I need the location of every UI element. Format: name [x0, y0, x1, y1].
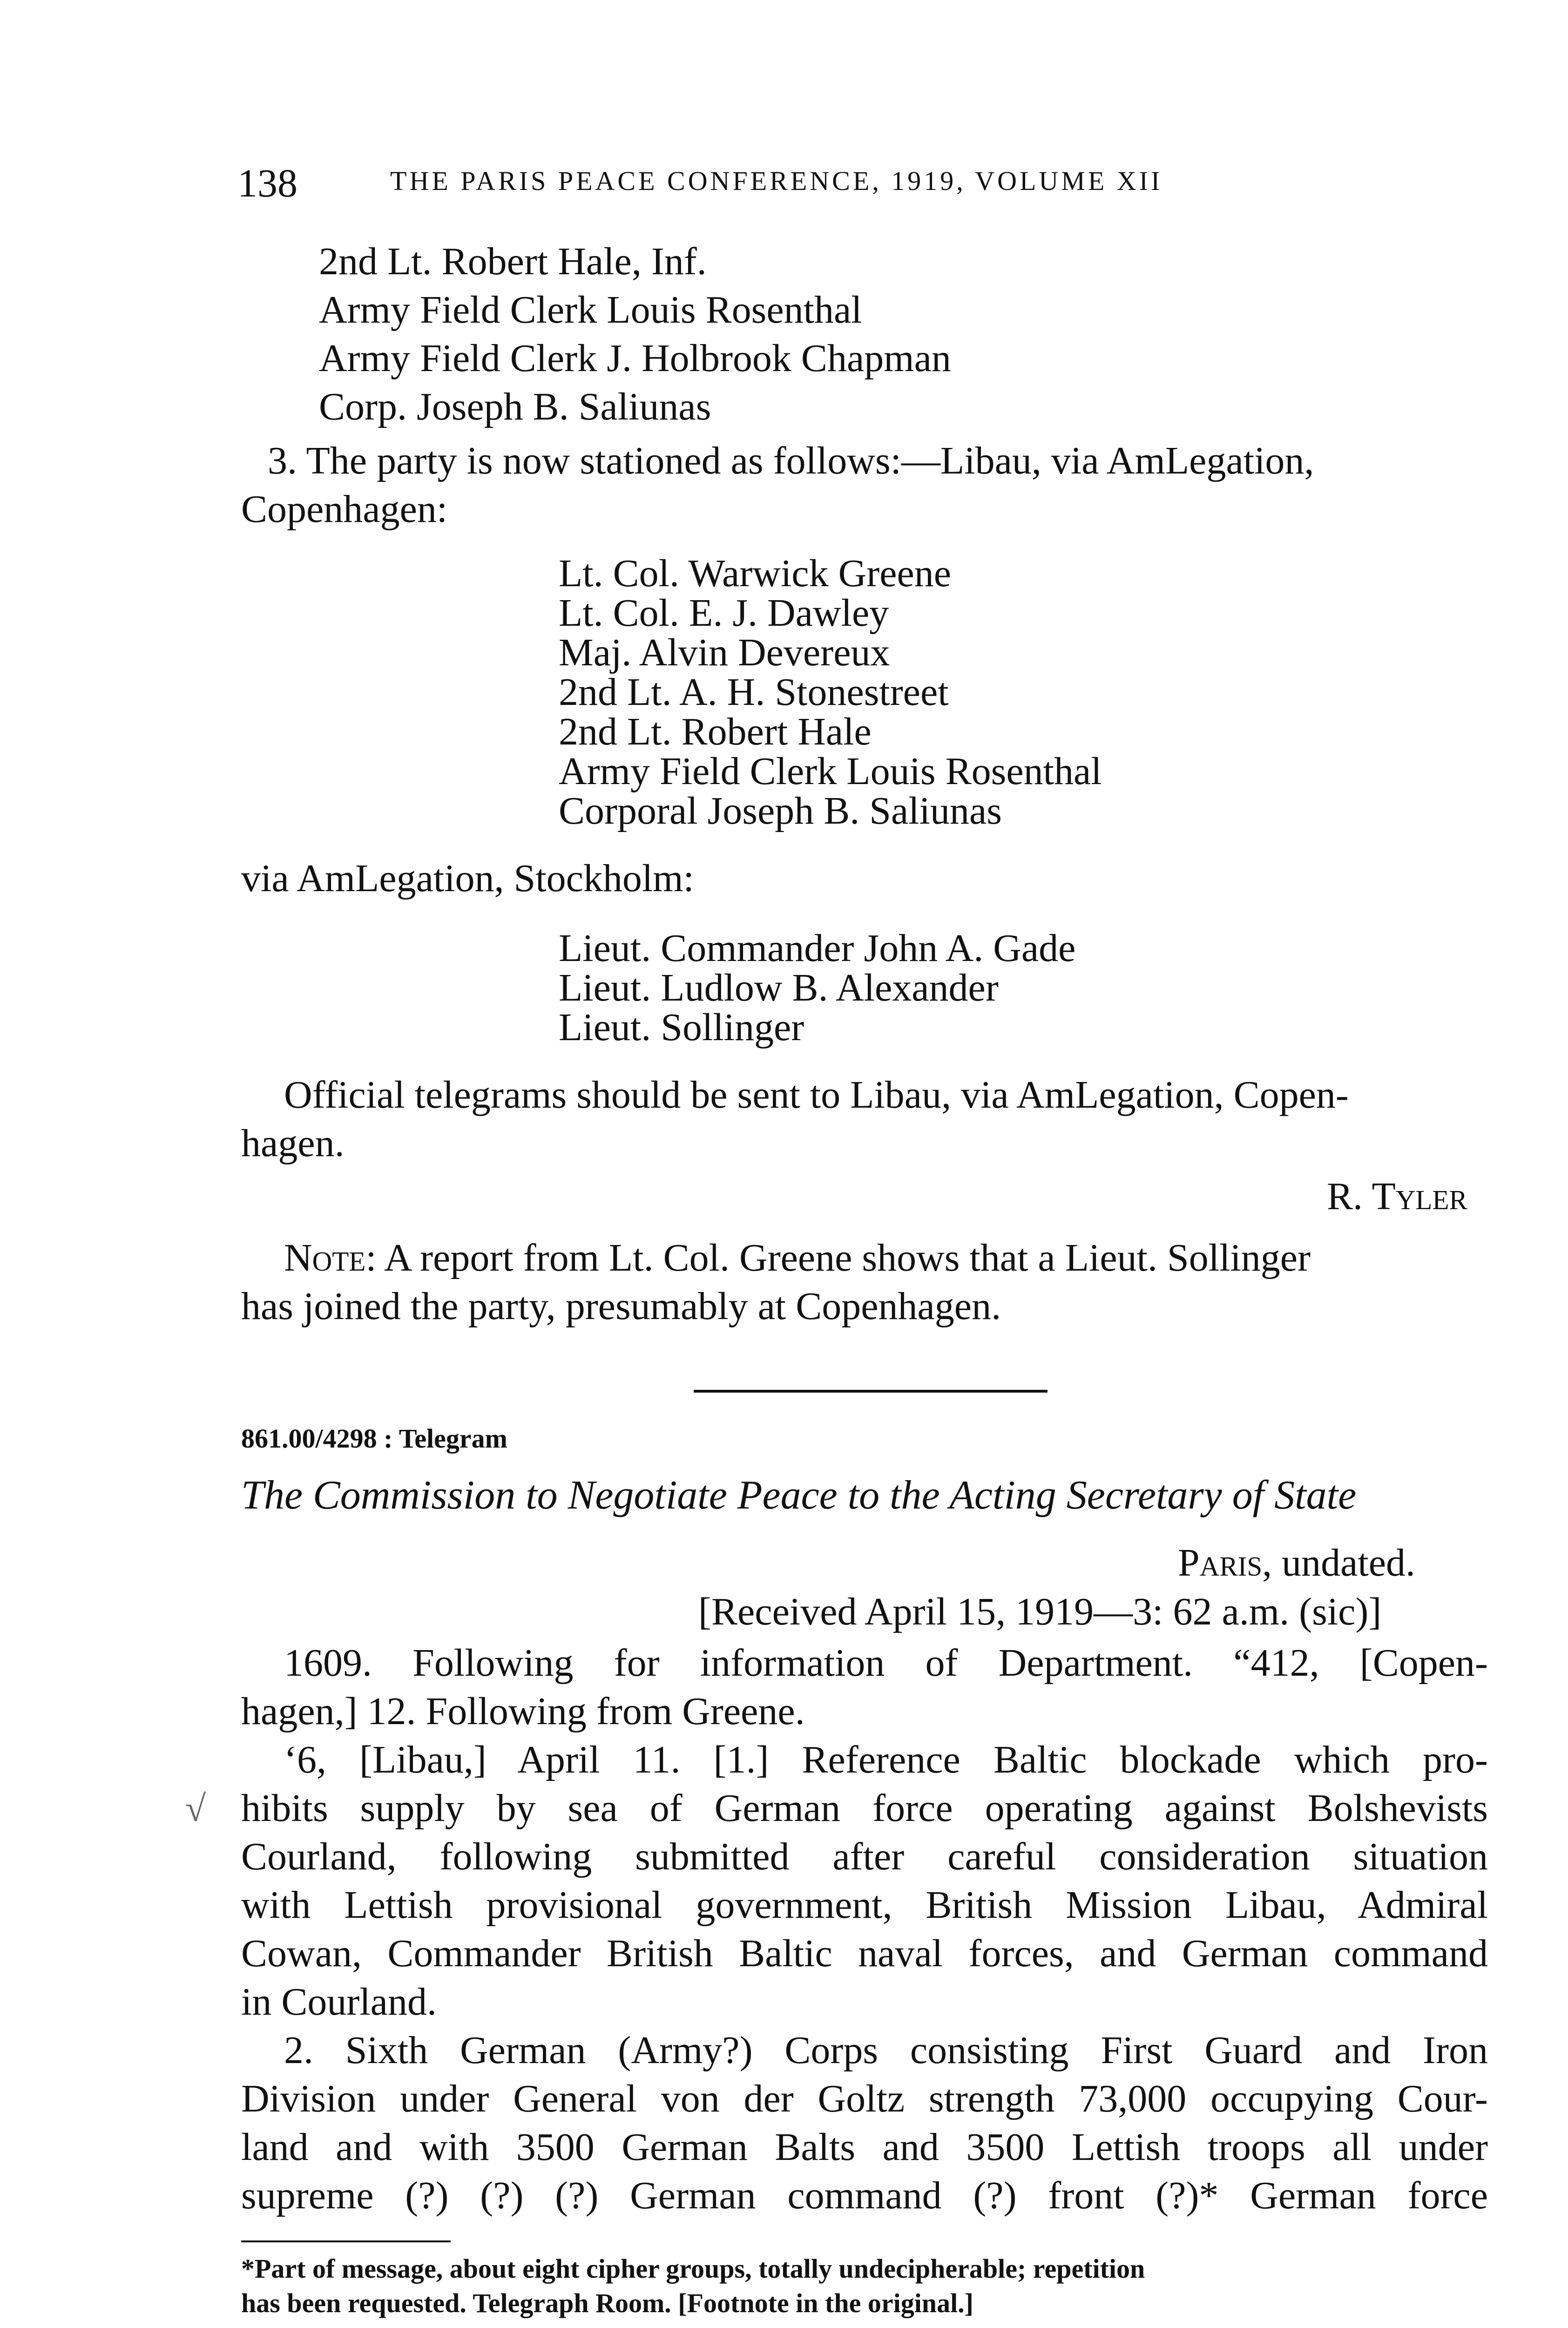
stockholm-list-item: Lieut. Sollinger	[559, 1006, 804, 1049]
para3-line1: 3. The party is now stationed as follows:—Libau, via AmLegation,	[268, 439, 1314, 482]
libau-list-item: Army Field Clerk Louis Rosenthal	[559, 750, 1102, 793]
body-line: land and with 3500 German Balts and 3500 Lettish troops all under	[241, 2125, 1488, 2169]
note-line1	[284, 1234, 1311, 1282]
intro-list-item: Corp. Joseph B. Saliunas	[319, 385, 711, 428]
margin-check-mark: √	[185, 1788, 206, 1829]
note-label: Note:	[284, 1236, 377, 1279]
section-divider	[694, 1390, 1048, 1393]
libau-list-item: Lt. Col. E. J. Dawley	[559, 591, 889, 635]
libau-list-item: Corporal Joseph B. Saliunas	[559, 789, 1002, 832]
body-line: hagen,] 12. Following from Greene.	[241, 1690, 805, 1733]
body-line: Cowan, Commander British Baltic naval forces, and German command	[241, 1932, 1488, 1975]
libau-list-item: Maj. Alvin Devereux	[559, 631, 890, 674]
footnote-line2: has been requested. Telegraph Room. [Footnote in the original.]	[241, 2288, 973, 2318]
received-line: [Received April 15, 1919—3: 62 a.m. (sic)]	[698, 1590, 1382, 1633]
libau-list-item: Lt. Col. Warwick Greene	[559, 552, 952, 595]
footnote-line1: *Part of message, about eight cipher groups, totally undecipherable; repetition	[241, 2254, 1145, 2284]
para3-line2: Copenhagen:	[241, 487, 448, 531]
page-number: 138	[237, 161, 297, 205]
note-text: A report from Lt. Col. Greene shows that a Lieut. Sollinger	[376, 1236, 1311, 1279]
running-title: THE PARIS PEACE CONFERENCE, 1919, VOLUME XII	[390, 166, 1163, 196]
dateline	[1178, 1539, 1415, 1587]
stockholm-list-item: Lieut. Ludlow B. Alexander	[559, 966, 999, 1009]
stockholm-list-item: Lieut. Commander John A. Gade	[559, 927, 1076, 970]
file-reference: 861.00/4298 : Telegram	[241, 1423, 507, 1454]
intro-list-item: 2nd Lt. Robert Hale, Inf.	[319, 240, 707, 283]
signature: R. Tyler	[1327, 1175, 1467, 1218]
official-line1: Official telegrams should be sent to Libau, via AmLegation, Copen-	[284, 1073, 1349, 1117]
body-line: Division under General von der Goltz strength 73,000 occupying Cour-	[241, 2077, 1488, 2120]
body-line: supreme (?) (?) (?) German command (?) front (?)* German force	[241, 2174, 1488, 2217]
dateline-city: Paris	[1178, 1541, 1263, 1584]
dateline-date: , undated.	[1262, 1541, 1416, 1584]
body-line: 2. Sixth German (Army?) Corps consisting First Guard and Iron	[284, 2029, 1488, 2072]
intro-list-item: Army Field Clerk J. Holbrook Chapman	[319, 337, 951, 380]
body-line: hibits supply by sea of German force operating against Bolshevists	[241, 1787, 1488, 1830]
body-line: in Courland.	[241, 1980, 437, 2023]
note-line2: has joined the party, presumably at Copenhagen.	[241, 1285, 1001, 1328]
body-line: 1609. Following for information of Department. “412, [Copen-	[284, 1641, 1488, 1685]
official-line2: hagen.	[241, 1122, 345, 1165]
body-line: Courland, following submitted after careful consideration situation	[241, 1835, 1488, 1878]
body-line: with Lettish provisional government, British Mission Libau, Admiral	[241, 1883, 1488, 1927]
body-line: ‘6, [Libau,] April 11. [1.] Reference Baltic blockade which pro-	[284, 1738, 1488, 1781]
stockholm-heading: via AmLegation, Stockholm:	[241, 857, 694, 900]
libau-list-item: 2nd Lt. Robert Hale	[559, 710, 872, 753]
footnote-rule	[241, 2240, 451, 2242]
intro-list-item: Army Field Clerk Louis Rosenthal	[319, 288, 862, 332]
libau-list-item: 2nd Lt. A. H. Stonestreet	[559, 670, 949, 714]
document-title: The Commission to Negotiate Peace to the Acting Secretary of State	[241, 1473, 1357, 1518]
